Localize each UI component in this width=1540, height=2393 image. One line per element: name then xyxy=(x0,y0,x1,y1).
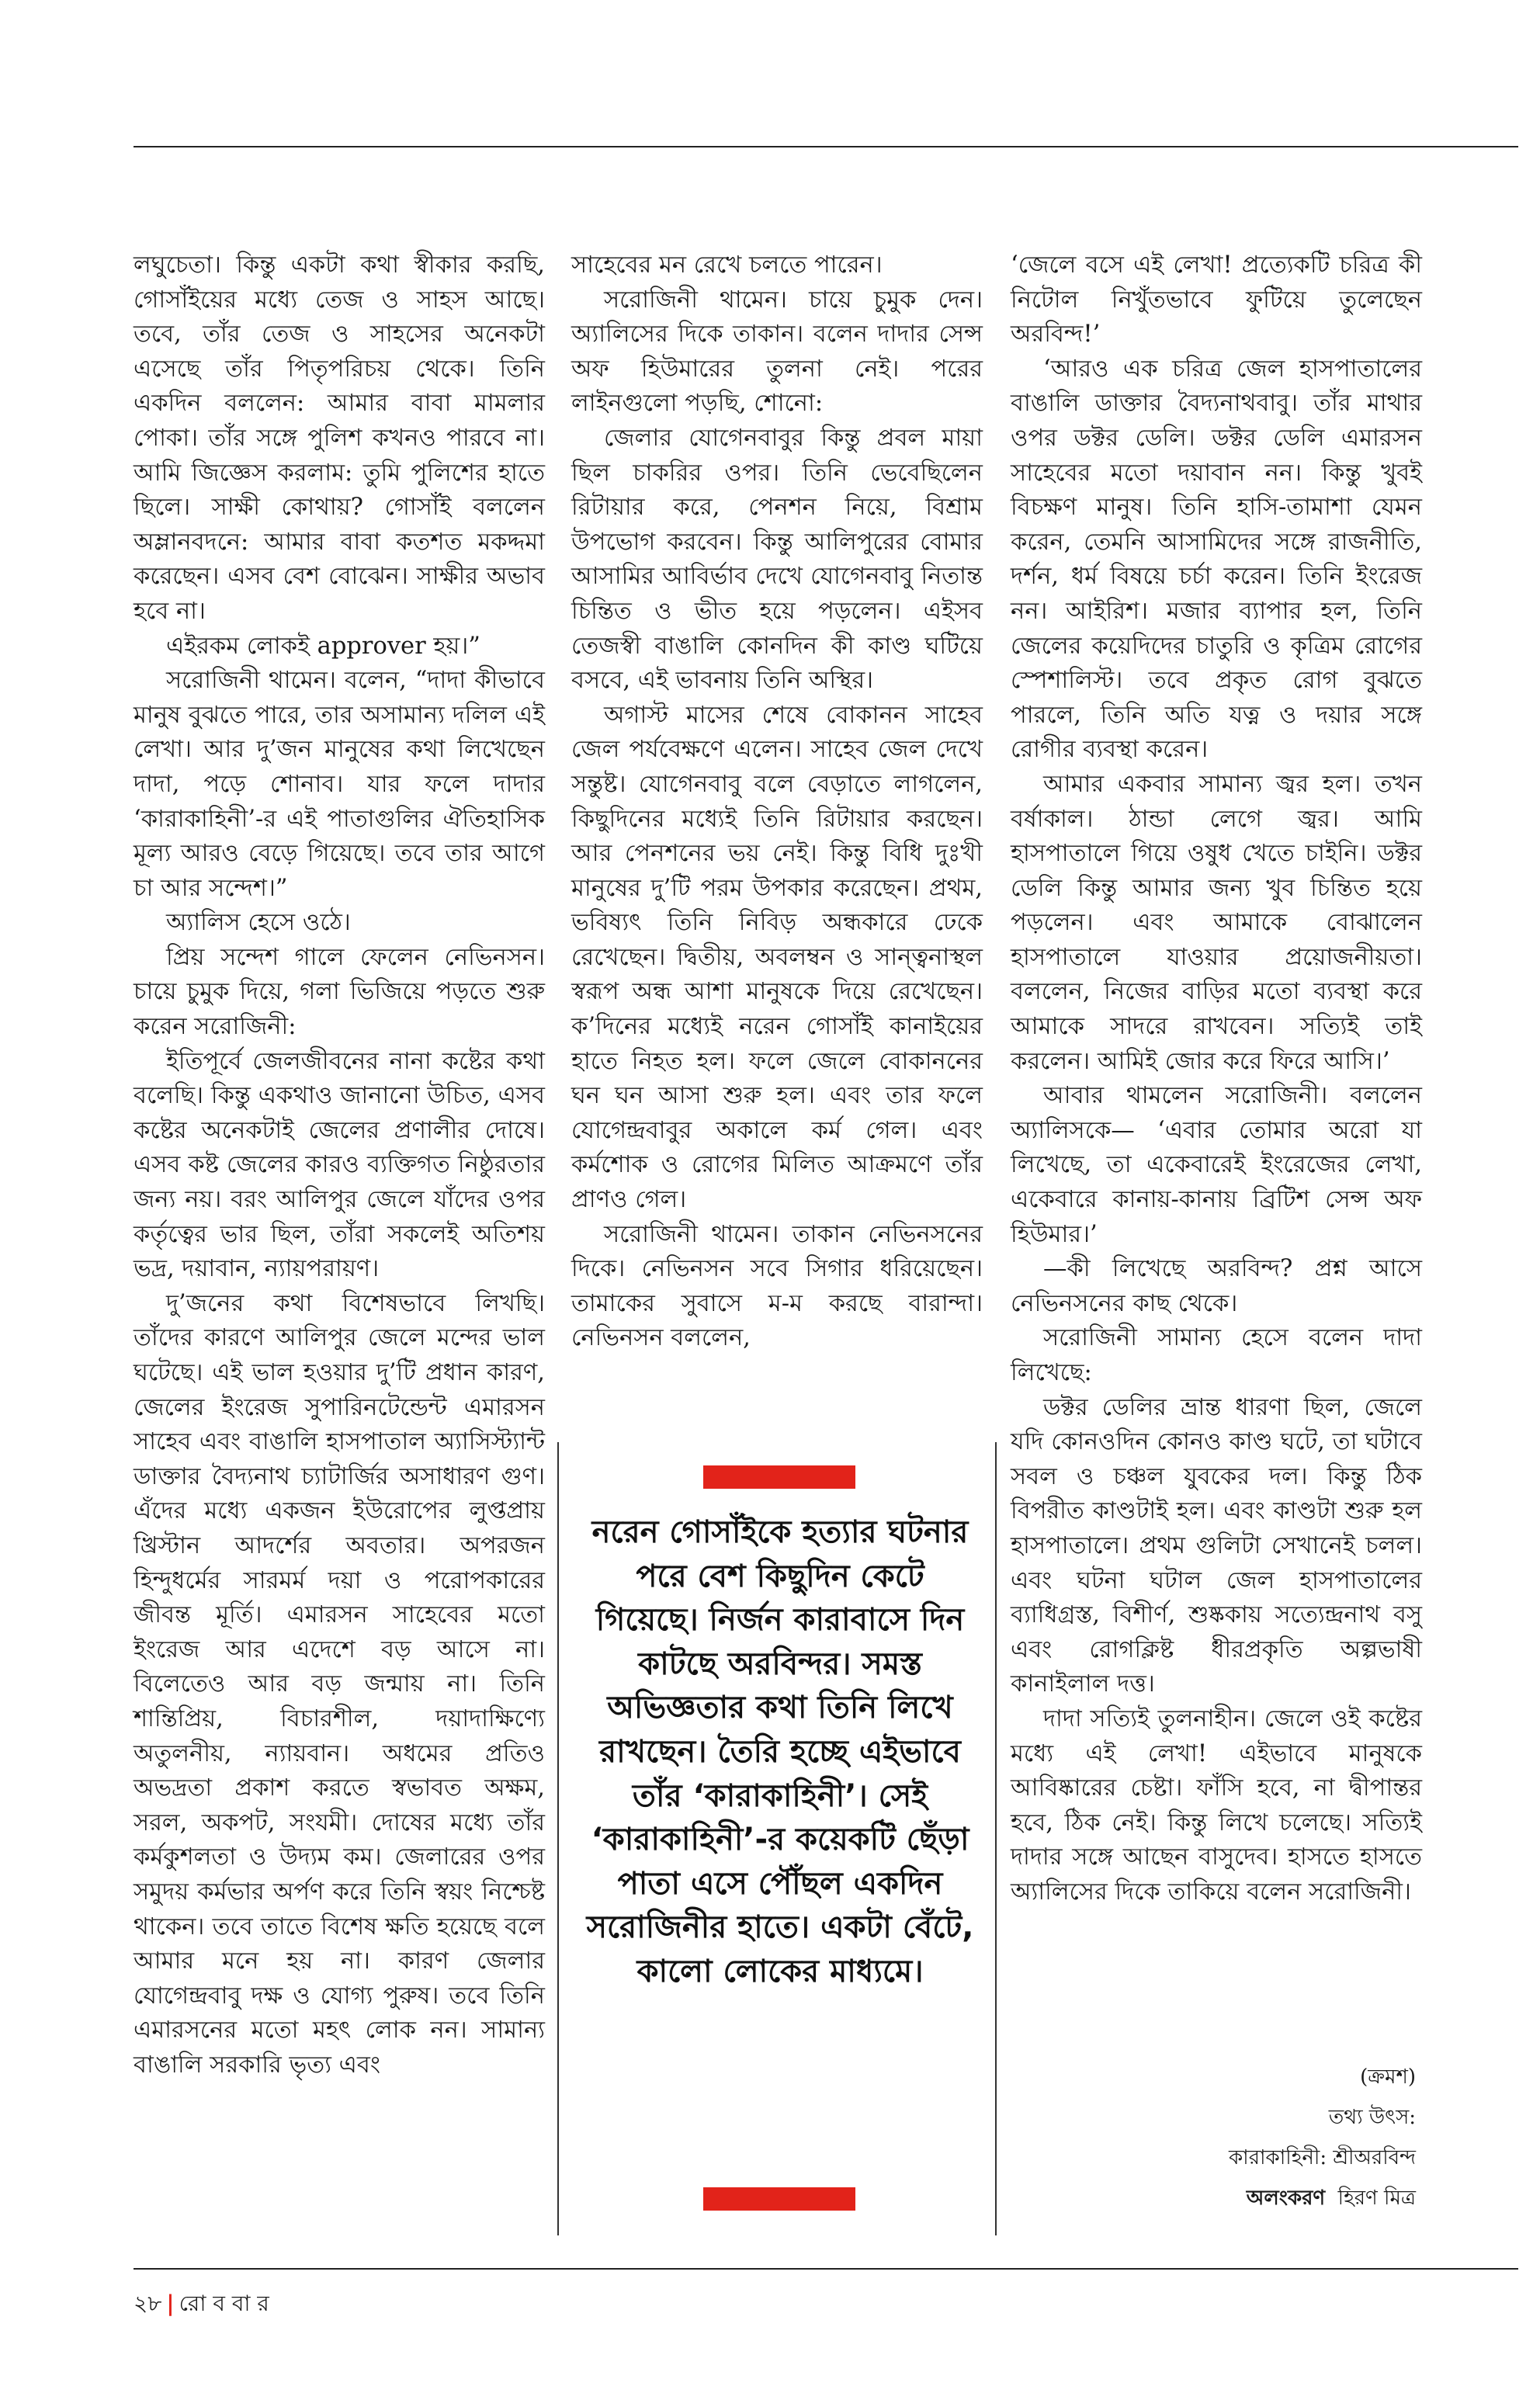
continued-note: (ক্রমশ) xyxy=(1360,2065,1416,2089)
paragraph: সরোজিনী থামেন। চায়ে চুমুক দেন। অ্যালিসের দিকে তাকান। বলেন দাদার সেন্স অফ হিউমারের তুলনা নেই। পরের লাইনগুলো পড়ছি, শোনো: xyxy=(571,286,983,418)
paragraph: আমার একবার সামান্য জ্বর হল। তখন বর্ষাকাল। ঠান্ডা লেগে জ্বর। আমি হাসপাতালে গিয়ে ওষুধ খেতে চাইনি। ডক্টর ডেলি কিন্তু আমার জন্য খুব চিন্তিত হয়ে পড়লেন। এবং আমাকে বোঝালেন হাসপাতালে যাওয়ার প্রয়োজনীয়তা। বললেন, নিজের বাড়ির মতো ব্যবস্থা করে আমাকে সাদরে রাখবেন। সত্যিই তাই করলেন। আমিই জোর করে ফিরে আসি।’ xyxy=(1011,770,1422,1075)
page-footer xyxy=(134,2288,269,2319)
paragraph: এইরকম লোকই approver হয়।” xyxy=(166,632,480,660)
paragraph: দাদা সত্যিই তুলনাহীন। জেলে ওই কষ্টের মধ্যে এই লেখা! এইভাবে মানুষকে আবিষ্কারের চেষ্টা। ফাঁসি হবে, না দ্বীপান্তর হবে, ঠিক নেই। কিন্তু লিখে চলেছে। সত্যিই দাদার সঙ্গে আছেন বাসুদেব। হাসতে হাসতে অ্যালিসের দিকে তাকিয়ে বলেন সরোজিনী। xyxy=(1011,1705,1422,1906)
paragraph: সরোজিনী সামান্য হেসে বলেন দাদা লিখেছে: xyxy=(1011,1324,1422,1386)
illustration-label: অলংকরণ xyxy=(1246,2187,1326,2210)
paragraph: —কী লিখেছে অরবিন্দ? প্রশ্ন আসে নেভিনসনের কাছ থেকে। xyxy=(1011,1255,1422,1317)
paragraph: অগাস্ট মাসের শেষে বোকানন সাহেব জেল পর্যবেক্ষণে এলেন। সাহেব জেল দেখে সন্তুষ্ট। যোগেনবাবু বলে বেড়াতে লাগলেন, কিছুদিনের মধ্যেই তিনি রিটায়ার করছেন। আর পেনশনের ভয় নেই। কিন্তু বিধি দুঃখী মানুষের দু’টি পরম উপকার করেছেন। প্রথম, ভবিষ্যৎ তিনি নিবিড় অন্ধকারে ঢেকে রেখেছেন। দ্বিতীয়, অবলম্বন ও সান্ত্বনাস্থল স্বরূপ অন্ধ আশা মানুষকে দিয়ে রেখেছেন। ক’দিনের মধ্যেই নরেন গোসাঁই কানাইয়ের হাতে নিহত হল। ফলে জেলে বোকাননের ঘন ঘন আসা শুরু হল। এবং তার ফলে যোগেন্দ্রবাবুর অকালে কর্ম গেল। এবং কর্মশোক ও রোগের মিলিত আক্রমণে তাঁর প্রাণও গেল। xyxy=(571,701,983,1214)
paragraph: আবার থামলেন সরোজিনী। বললেন অ্যালিসকে— ‘এবার তোমার অরো যা লিখেছে, তা একেবারেই ইংরেজের লেখা, একেবারে কানায়-কানায় ব্রিটিশ সেন্স অফ হিউমার।’ xyxy=(1011,1082,1422,1248)
source-book: কারাকাহিনী: শ্রীঅরবিন্দ xyxy=(1228,2146,1416,2169)
paragraph: সরোজিনী থামেন। বলেন, “দাদা কীভাবে মানুষ বুঝতে পারে, তার অসামান্য দলিল এই লেখা। আর দু’জন মানুষের কথা লিখেছেন দাদা, পড়ে শোনাব। যার ফলে দাদার ‘কারাকাহিনী’-র এই পাতাগুলির ঐতিহাসিক মূল্য আরও বেড়ে গিয়েছে। তবে তার আগে চা আর সন্দেশ।” xyxy=(134,667,545,902)
article-column-3 xyxy=(1011,248,1422,1910)
paragraph: ‘আরও এক চরিত্র জেল হাসপাতালের বাঙালি ডাক্তার বৈদ্যনাথবাবু। তাঁর মাথার ওপর ডক্টর ডেলি। ডক্টর ডেলি এমারসন সাহেবের মতো দয়াবান নন। কিন্তু খুবই বিচক্ষণ মানুষ। তিনি হাসি-তামাশা যেমন করেন, তেমনি আসামিদের সঙ্গে রাজনীতি, দর্শন, ধর্ম বিষয়ে চর্চা করেন। তিনি ইংরেজ নন। আইরিশ। মজার ব্যাপার হল, তিনি জেলের কয়েদিদের চাতুরি ও কৃত্রিম রোগের স্পেশালিস্ট। তবে প্রকৃত রোগ বুঝতে পারলে, তিনি অতি যত্ন ও দয়ার সঙ্গে রোগীর ব্যবস্থা করেন। xyxy=(1011,355,1422,764)
article-column-2 xyxy=(571,248,983,1356)
paragraph: ইতিপূর্বে জেলজীবনের নানা কষ্টের কথা বলেছি। কিন্তু একথাও জানানো উচিত, এসব কষ্টের অনেকটাই জেলের প্রণালীর দোষে। এসব কষ্ট জেলের কারও ব্যক্তিগত নিষ্ঠুরতার জন্য নয়। বরং আলিপুর জেলে যাঁদের ওপর কর্তৃত্বের ভার ছিল, তাঁরা সকলেই অতিশয় ভদ্র, দয়াবান, ন্যায়পরায়ণ। xyxy=(134,1047,545,1283)
header-rule xyxy=(134,146,1518,147)
paragraph: সরোজিনী থামেন। তাকান নেভিনসনের দিকে। নেভিনসন সবে সিগার ধরিয়েছেন। তামাকের সুবাসে ম-ম করছে বারান্দা। নেভিনসন বললেন, xyxy=(571,1220,983,1352)
footer-separator: | xyxy=(166,2291,175,2316)
paragraph: লঘুচেতা। কিন্তু একটা কথা স্বীকার করছি, গোসাঁইয়ের মধ্যে তেজ ও সাহস আছে। তবে, তাঁর তেজ ও সাহসের অনেকটা এসেছে তাঁর পিতৃপরিচয় থেকে। তিনি একদিন বললেন: আমার বাবা মামলার পোকা। তাঁর সঙ্গে পুলিশ কখনও পারবে না। আমি জিজ্ঞেস করলাম: তুমি পুলিশের হাতে ছিলে। সাক্ষী কোথায়? গোসাঁই বললেন অম্লানবদনে: আমার বাবা কতশত মকদ্দমা করেছেন। এসব বেশ বোঝেন। সাক্ষীর অভাব হবে না। xyxy=(134,251,545,625)
paragraph: সাহেবের মন রেখে চলতে পারেন। xyxy=(571,251,883,279)
article-column-1 xyxy=(134,248,545,2083)
paragraph: অ্যালিস হেসে ওঠে। xyxy=(166,909,351,937)
illustration-credit xyxy=(1247,2183,1416,2214)
pull-quote-bottom-bar xyxy=(703,2187,855,2211)
paragraph: প্রিয় সন্দেশ গালে ফেলেন নেভিনসন। চায়ে চুমুক দিয়ে, গলা ভিজিয়ে পড়তে শুরু করেন সরোজিনী: xyxy=(134,943,545,1041)
source-label: তথ্য উৎস: xyxy=(1328,2106,1416,2129)
paragraph: ‘জেলে বসে এই লেখা! প্রত্যেকটি চরিত্র কী নিটোল নিখুঁতভাবে ফুটিয়ে তুলেছেন অরবিন্দ!’ xyxy=(1011,251,1422,349)
illustrator-name: হিরণ মিত্র xyxy=(1337,2187,1416,2210)
paragraph: ডক্টর ডেলির ভ্রান্ত ধারণা ছিল, জেলে যদি কোনওদিন কোনও কাণ্ড ঘটে, তা ঘটাবে সবল ও চঞ্চল যুবকের দল। কিন্তু ঠিক বিপরীত কাণ্ডটাই হল। এবং কাণ্ডটা শুরু হল হাসপাতালে। প্রথম গুলিটা সেখানেই চলল। এবং ঘটনা ঘটাল জেল হাসপাতালের ব্যাধিগ্রস্ত, বিশীর্ণ, শুষ্ককায় সত্যেন্দ্রনাথ বসু এবং রোগক্লিষ্ট ধীরপ্রকৃতি অল্পভাষী কানাইলাল দত্ত। xyxy=(1011,1393,1422,1698)
pull-quote: নরেন গোসাঁইকে হত্যার ঘটনার পরে বেশ কিছুদিন কেটে গিয়েছে। নির্জন কারাবাসে দিন কাটছে অরবিন্দর। সমস্ত অভিজ্ঞতার কথা তিনি লিখে রাখছেন। তৈরি হচ্ছে এইভাবে তাঁর ‘কারাকাহিনী’। সেই ‘কারাকাহিনী’-র কয়েকটি ছেঁড়া পাতা এসে পৌঁছল একদিন সরোজিনীর হাতে। একটা বেঁটে, কালো লোকের মাধ্যমে। xyxy=(586,1514,974,1989)
paragraph: জেলার যোগেনবাবুর কিন্তু প্রবল মায়া ছিল চাকরির ওপর। তিনি ভেবেছিলেন রিটায়ার করে, পেনশন নিয়ে, বিশ্রাম উপভোগ করবেন। কিন্তু আলিপুরের বোমার আসামির আবির্ভাব দেখে যোগেনবাবু নিতান্ত চিন্তিত ও ভীত হয়ে পড়লেন। এইসব তেজস্বী বাঙালি কোনদিন কী কাণ্ড ঘটিয়ে বসবে, এই ভাবনায় তিনি অস্থির। xyxy=(571,424,983,695)
paragraph: দু’জনের কথা বিশেষভাবে লিখছি। তাঁদের কারণে আলিপুর জেলে মন্দের ভাল ঘটেছে। এই ভাল হওয়ার দু’টি প্রধান কারণ, জেলের ইংরেজ সুপারিনটেন্ডেন্ট এমারসন সাহেব এবং বাঙালি হাসপাতাল অ্যাসিস্ট্যান্ট ডাক্তার বৈদ্যনাথ চ্যাটার্জির অসাধারণ গুণ। এঁদের মধ্যে একজন ইউরোপের লুপ্তপ্রায় খ্রিস্টান আদর্শের অবতার। অপরজন হিন্দুধর্মের সারমর্ম দয়া ও পরোপকারের জীবন্ত মূর্তি। এমারসন সাহেবের মতো ইংরেজ আর এদেশে বড় আসে না। বিলেতেও আর বড় জন্মায় না। তিনি শান্তিপ্রিয়, বিচারশীল, দয়াদাক্ষিণ্যে অতুলনীয়, ন্যায়বান। অধমের প্রতিও অভদ্রতা প্রকাশ করতে স্বভাবত অক্ষম, সরল, অকপট, সংযমী। দোষের মধ্যে তাঁর কর্মকুশলতা ও উদ্যম কম। জেলারের ওপর সমুদয় কর্মভার অর্পণ করে তিনি স্বয়ং নিশ্চেষ্ট থাকেন। তবে তাতে বিশেষ ক্ষতি হয়েছে বলে আমার মনে হয় না। কারণ জেলার যোগেন্দ্রবাবু দক্ষ ও যোগ্য পুরুষ। তবে তিনি এমারসনের মতো মহৎ লোক নন। সামান্য বাঙালি সরকারি ভৃত্য এবং xyxy=(134,1289,545,2079)
pull-quote-right-rule xyxy=(995,1442,997,2235)
pull-quote-top-bar xyxy=(703,1465,855,1489)
page-number: ২৮ xyxy=(134,2291,162,2316)
pull-quote-left-rule xyxy=(557,1442,559,2235)
footer-rule xyxy=(134,2268,1518,2270)
publication-name: রো ব বা র xyxy=(179,2291,269,2316)
